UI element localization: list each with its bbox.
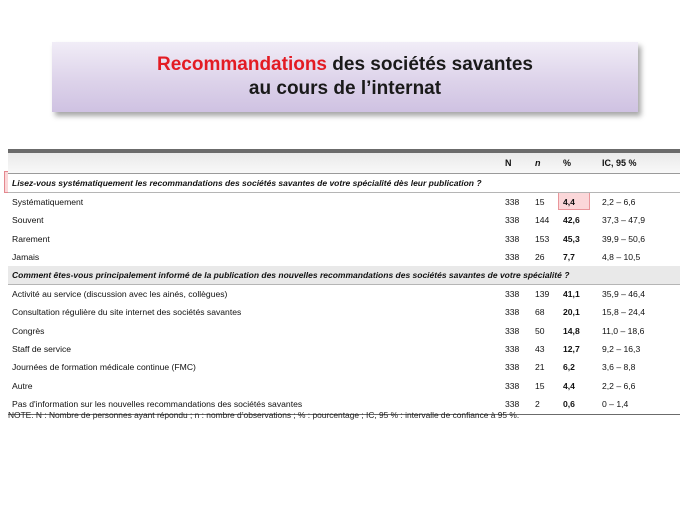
row-label: Souvent: [12, 215, 44, 226]
row-N: 338: [505, 362, 520, 373]
row-percent: 4,4: [563, 197, 575, 207]
section-1-rows: [8, 193, 680, 266]
row-ic: 11,0 – 18,6: [602, 325, 645, 336]
row-n: 50: [535, 325, 545, 336]
table-row: [8, 303, 680, 321]
table-row: [8, 322, 680, 340]
row-percent: 0,6: [563, 398, 575, 409]
row-N: 338: [505, 251, 520, 262]
row-label: Autre: [12, 380, 33, 391]
slide-title-line-1: [52, 53, 638, 77]
row-label: Jamais: [12, 251, 40, 262]
row-label: Staff de service: [12, 344, 72, 355]
row-N: 338: [505, 344, 520, 355]
row-label: Activité au service (discussion avec les ainés, collègues): [12, 289, 228, 300]
row-ic: 2,2 – 6,6: [602, 380, 636, 391]
row-N: 338: [505, 233, 520, 244]
header-ic: IC, 95 %: [602, 158, 637, 168]
slide-title-line-2: au cours de l’internat: [248, 78, 442, 99]
row-n: 139: [535, 289, 550, 300]
row-n: 15: [535, 197, 545, 207]
row-N: 338: [505, 398, 520, 409]
row-ic: 37,3 – 47,9: [602, 215, 646, 226]
row-N: 338: [505, 307, 520, 318]
row-n: 144: [535, 215, 550, 226]
table-row: [8, 193, 680, 211]
row-percent: 6,2: [563, 362, 575, 373]
row-ic: 2,2 – 6,6: [602, 197, 636, 207]
row-n: 153: [535, 233, 550, 244]
row-percent: 4,4: [563, 380, 575, 391]
row-label: Journées de formation médicale continue (FMC): [12, 362, 196, 373]
row-ic: 35,9 – 46,4: [602, 289, 646, 300]
row-N: 338: [505, 380, 520, 391]
slide-title-highlight: Recommandations: [157, 54, 327, 75]
row-N: 338: [505, 215, 520, 226]
table-row: [8, 358, 680, 376]
row-percent: 20,1: [563, 307, 580, 318]
row-percent: 42,6: [563, 215, 580, 226]
section-question-1-text: Lisez-vous systématiquement les recommandations des sociétés savantes de votre spécialité dès leur publication ?: [12, 178, 482, 188]
table-row: [8, 285, 680, 303]
table-note: NOTE. N : Nombre de personnes ayant répondu ; n : nombre d’observations ; % : pourcentage ; IC, 95 % : intervalle de confiance à 95 %.: [8, 410, 520, 420]
row-percent: 7,7: [563, 251, 575, 262]
table-row: [8, 377, 680, 395]
section-question-1: [8, 174, 680, 193]
row-label: Consultation régulière du site internet des sociétés savantes: [12, 307, 242, 318]
table-row: [8, 340, 680, 358]
table-row: [8, 248, 680, 266]
slide-title-box: [52, 42, 638, 112]
row-percent: 14,8: [563, 325, 580, 336]
row-percent: 12,7: [563, 344, 580, 355]
row-ic: 15,8 – 24,4: [602, 307, 646, 318]
row-label: Rarement: [12, 233, 50, 244]
row-percent: 45,3: [563, 233, 580, 244]
row-ic: 39,9 – 50,6: [602, 233, 646, 244]
header-percent: %: [563, 158, 572, 168]
section-2-rows: [8, 285, 680, 413]
header-n: n: [535, 158, 541, 168]
slide-title-rest: des sociétés savantes: [327, 54, 533, 75]
row-N: 338: [505, 325, 520, 336]
row-n: 21: [535, 362, 545, 373]
row-N: 338: [505, 289, 520, 300]
table-header: [8, 149, 680, 174]
table-row: [8, 211, 680, 229]
section-question-2-text: Comment êtes-vous principalement informé de la publication des nouvelles recommandations des sociétés savantes de votre spécialité ?: [12, 270, 570, 281]
row-label: Congrès: [12, 325, 45, 336]
row-percent: 41,1: [563, 289, 580, 300]
table-row: [8, 230, 680, 248]
row-ic: 0 – 1,4: [602, 398, 629, 409]
row-ic: 4,8 – 10,5: [602, 251, 641, 262]
row-n: 43: [535, 344, 545, 355]
row-n: 26: [535, 251, 545, 262]
row-n: 68: [535, 307, 545, 318]
row-label: Systématiquement: [12, 197, 84, 207]
row-label: Pas d'information sur les nouvelles recommandations des sociétés savantes: [12, 398, 303, 409]
row-N: 338: [505, 197, 520, 207]
row-ic: 9,2 – 16,3: [602, 344, 641, 355]
section-question-2: [8, 266, 680, 285]
row-n: 2: [535, 398, 540, 409]
header-N: N: [505, 158, 512, 168]
results-table: [8, 149, 680, 415]
row-ic: 3,6 – 8,8: [602, 362, 636, 373]
row-n: 15: [535, 380, 545, 391]
